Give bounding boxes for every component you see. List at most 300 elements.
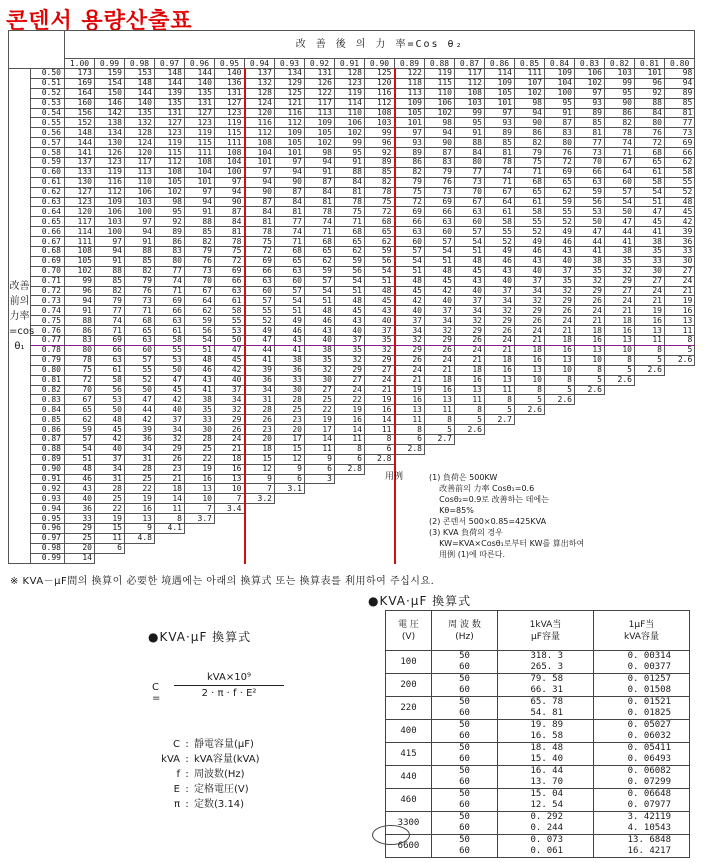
highlight-circle (372, 825, 410, 845)
table-cell: 113 (125, 167, 155, 177)
table-cell: 52 (515, 227, 545, 237)
table-cell: 16 (545, 345, 575, 355)
table-cell (575, 454, 605, 464)
table-cell: 91 (95, 256, 125, 266)
table-cell: 22 (95, 504, 125, 514)
table-cell: 123 (65, 197, 95, 207)
table-cell (245, 553, 275, 563)
table-cell: 111 (515, 69, 545, 79)
table-row (9, 533, 695, 543)
table-cell: 9 (245, 474, 275, 484)
table-cell: 114 (485, 69, 515, 79)
table-cell: 103 (365, 118, 395, 128)
table-cell: 56 (95, 385, 125, 395)
table-cell (665, 454, 695, 464)
table-cell: 14 (365, 415, 395, 425)
table-cell: 144 (125, 88, 155, 98)
table-cell: 60 (605, 177, 635, 187)
table-cell: 102 (155, 187, 185, 197)
table-cell: 75 (515, 158, 545, 168)
table-cell: 65 (545, 177, 575, 187)
table-cell: 29 (65, 523, 95, 533)
row-header: 0.68 (31, 247, 65, 257)
table-cell: 2.6 (575, 385, 605, 395)
kva-per-uf-cell: 0. 06493 (594, 754, 690, 766)
table-cell: 47 (605, 217, 635, 227)
table-cell: 11 (95, 533, 125, 543)
table-cell: 148 (65, 128, 95, 138)
table-cell: 102 (65, 266, 95, 276)
frequency-cell: 60 (432, 777, 498, 789)
table-row (9, 276, 695, 286)
table-cell: 61 (155, 326, 185, 336)
table-row (9, 543, 695, 553)
table-cell: 59 (545, 197, 575, 207)
table-cell: 127 (185, 108, 215, 118)
table-cell: 18 (605, 316, 635, 326)
table-cell (665, 444, 695, 454)
table-cell: 132 (125, 118, 155, 128)
table-cell: 78 (365, 187, 395, 197)
table-cell: 5 (575, 375, 605, 385)
table-cell: 114 (335, 98, 365, 108)
row-header: 0.71 (31, 276, 65, 286)
table-cell: 115 (185, 138, 215, 148)
kva-row (386, 766, 690, 778)
row-header: 0.77 (31, 336, 65, 346)
table-cell: 108 (65, 247, 95, 257)
table-cell: 101 (395, 118, 425, 128)
table-cell: 32 (515, 296, 545, 306)
table-cell: 27 (335, 375, 365, 385)
table-cell: 26 (395, 355, 425, 365)
table-cell: 18 (485, 355, 515, 365)
table-cell: 35 (365, 336, 395, 346)
table-cell: 129 (275, 78, 305, 88)
table-cell: 73 (185, 266, 215, 276)
kva-row (386, 823, 690, 835)
table-cell: 69 (395, 207, 425, 217)
table-cell: 44 (575, 237, 605, 247)
row-header: 0.66 (31, 227, 65, 237)
table-cell: 5 (635, 355, 665, 365)
table-cell: 56 (335, 266, 365, 276)
table-cell: 48 (365, 286, 395, 296)
table-cell: 80 (635, 118, 665, 128)
table-cell: 66 (245, 266, 275, 276)
table-cell: 130 (95, 138, 125, 148)
table-cell: 49 (245, 326, 275, 336)
row-header: 0.76 (31, 326, 65, 336)
table-cell: 51 (425, 256, 455, 266)
table-row (9, 464, 695, 474)
col-header: 0.95 (215, 59, 245, 69)
table-cell: 11 (455, 395, 485, 405)
table-cell: 13 (665, 316, 695, 326)
table-cell: 40 (95, 444, 125, 454)
table-cell: 34 (515, 286, 545, 296)
table-cell: 120 (65, 207, 95, 217)
table-cell: 13 (485, 375, 515, 385)
table-cell: 83 (425, 158, 455, 168)
legend-colon: : (185, 799, 189, 810)
row-header: 0.65 (31, 217, 65, 227)
table-cell: 79 (395, 177, 425, 187)
table-cell: 30 (305, 375, 335, 385)
table-cell: 99 (455, 108, 485, 118)
table-cell: 51 (185, 345, 215, 355)
table-cell: 6 (275, 474, 305, 484)
table-cell: 21 (215, 444, 245, 454)
table-cell: 81 (215, 227, 245, 237)
table-cell: 106 (575, 69, 605, 79)
table-cell: 135 (125, 108, 155, 118)
table-row (9, 266, 695, 276)
table-cell: 81 (485, 148, 515, 158)
table-cell: 71 (305, 227, 335, 237)
table-cell: 97 (245, 167, 275, 177)
kva-header: 1kVA当 μF容量 (498, 611, 594, 651)
table-cell: 8 (365, 434, 395, 444)
frequency-cell: 60 (432, 731, 498, 743)
table-cell (335, 514, 365, 524)
table-cell: 99 (365, 128, 395, 138)
kva-row (386, 812, 690, 824)
table-cell: 8 (395, 425, 425, 435)
table-cell (605, 504, 635, 514)
formula-lhs: C = (152, 682, 161, 704)
table-row (9, 197, 695, 207)
table-cell: 103 (125, 197, 155, 207)
table-cell: 10 (545, 365, 575, 375)
legend-symbol: π (173, 799, 180, 810)
capacitor-table (8, 30, 695, 564)
kva-row (386, 754, 690, 766)
table-cell: 75 (395, 187, 425, 197)
table-cell: 3.4 (215, 504, 245, 514)
kva-row (386, 846, 690, 858)
table-cell: 84 (305, 187, 335, 197)
legend-text: 靜電容量(μF) (194, 739, 254, 750)
table-cell (455, 444, 485, 454)
table-cell: 81 (275, 207, 305, 217)
table-cell: 21 (395, 375, 425, 385)
table-cell: 102 (305, 138, 335, 148)
table-cell: 58 (665, 167, 695, 177)
table-cell: 56 (185, 326, 215, 336)
table-cell: 33 (275, 375, 305, 385)
table-cell (365, 543, 395, 553)
table-cell: 72 (215, 256, 245, 266)
table-cell: 116 (95, 177, 125, 187)
legend-symbol: kVA (161, 754, 180, 765)
table-cell (635, 405, 665, 415)
table-cell: 112 (455, 78, 485, 88)
table-cell (635, 553, 665, 563)
table-cell: 109 (545, 69, 575, 79)
table-cell: 49 (515, 237, 545, 247)
table-cell: 97 (575, 88, 605, 98)
table-cell: 11 (395, 415, 425, 425)
table-cell: 81 (665, 108, 695, 118)
table-cell: 93 (395, 138, 425, 148)
frequency-cell: 50 (432, 674, 498, 686)
table-cell: 123 (155, 128, 185, 138)
table-cell: 66 (575, 167, 605, 177)
table-cell: 43 (305, 326, 335, 336)
table-cell: 8 (545, 375, 575, 385)
table-row (9, 78, 695, 88)
table-cell: 46 (485, 256, 515, 266)
table-cell: 47 (125, 395, 155, 405)
table-cell: 144 (185, 69, 215, 79)
table-cell: 29 (155, 444, 185, 454)
frequency-cell: 60 (432, 800, 498, 812)
table-cell: 48 (665, 197, 695, 207)
table-cell: 94 (185, 197, 215, 207)
table-cell (545, 434, 575, 444)
kva-per-uf-cell: 0. 05411 (594, 743, 690, 755)
col-header: 0.98 (125, 59, 155, 69)
table-cell: 104 (185, 167, 215, 177)
row-header: 0.62 (31, 187, 65, 197)
table-cell: 40 (335, 326, 365, 336)
table-cell: 117 (125, 158, 155, 168)
table-row (9, 514, 695, 524)
table-cell: 35 (305, 355, 335, 365)
table-cell: 86 (515, 128, 545, 138)
table-cell: 16 (605, 326, 635, 336)
table-cell: 72 (395, 197, 425, 207)
table-cell: 78 (485, 158, 515, 168)
table-cell: 36 (65, 504, 95, 514)
table-cell: 115 (425, 78, 455, 88)
table-cell: 32 (575, 276, 605, 286)
table-cell: 27 (665, 266, 695, 276)
table-cell (665, 375, 695, 385)
frequency-cell: 60 (432, 685, 498, 697)
table-cell (575, 434, 605, 444)
table-cell: 24 (215, 434, 245, 444)
table-cell: 29 (605, 276, 635, 286)
table-row (9, 177, 695, 187)
table-cell: 32 (455, 316, 485, 326)
table-cell: 72 (245, 247, 275, 257)
table-cell: 66 (395, 217, 425, 227)
kva-row (386, 731, 690, 743)
table-cell: 2.6 (455, 425, 485, 435)
table-row (9, 158, 695, 168)
table-cell: 41 (245, 355, 275, 365)
table-cell: 45 (215, 355, 245, 365)
table-cell: 72 (545, 158, 575, 168)
table-cell: 79 (425, 167, 455, 177)
table-cell: 127 (65, 187, 95, 197)
table-cell: 141 (65, 148, 95, 158)
table-cell: 51 (305, 296, 335, 306)
table-cell: 111 (185, 148, 215, 158)
table-cell (215, 523, 245, 533)
table-cell: 135 (185, 88, 215, 98)
table-cell: 47 (215, 345, 245, 355)
table-cell: 40 (65, 494, 95, 504)
table-cell: 27 (605, 286, 635, 296)
table-cell: 102 (425, 108, 455, 118)
table-cell (665, 553, 695, 563)
table-cell: 22 (335, 395, 365, 405)
row-header: 0.55 (31, 118, 65, 128)
table-cell: 57 (305, 276, 335, 286)
table-cell: 2.6 (605, 375, 635, 385)
table-cell: 102 (515, 88, 545, 98)
table-cell: 19 (395, 385, 425, 395)
table-cell: 43 (275, 336, 305, 346)
row-header: 0.72 (31, 286, 65, 296)
table-cell: 34 (485, 296, 515, 306)
table-cell: 62 (335, 247, 365, 257)
table-cell (635, 385, 665, 395)
table-cell: 112 (365, 98, 395, 108)
table-cell: 50 (155, 365, 185, 375)
table-cell: 32 (335, 355, 365, 365)
row-header: 0.98 (31, 543, 65, 553)
kva-row (386, 777, 690, 789)
table-cell (605, 464, 635, 474)
table-cell: 8 (425, 415, 455, 425)
table-cell: 154 (95, 78, 125, 88)
table-cell: 90 (215, 197, 245, 207)
table-cell: 69 (545, 167, 575, 177)
table-cell: 86 (155, 237, 185, 247)
table-cell (455, 434, 485, 444)
kva-per-uf-cell: 16. 4217 (594, 846, 690, 858)
kva-per-uf-cell: 13. 6848 (594, 835, 690, 847)
table-cell (665, 533, 695, 543)
uf-per-kva-cell: 318. 3 (498, 651, 594, 663)
table-cell (545, 444, 575, 454)
table-cell: 2.6 (635, 365, 665, 375)
table-cell (335, 484, 365, 494)
table-cell: 34 (425, 316, 455, 326)
table-cell: 43 (335, 316, 365, 326)
row-header: 0.94 (31, 504, 65, 514)
table-cell: 108 (155, 167, 185, 177)
table-cell: 16 (185, 474, 215, 484)
table-cell: 134 (95, 128, 125, 138)
table-cell: 59 (185, 316, 215, 326)
legend-row (150, 782, 259, 797)
table-cell: 36 (125, 434, 155, 444)
table-cell (635, 523, 665, 533)
table-cell: 96 (365, 138, 395, 148)
table-cell: 85 (365, 167, 395, 177)
table-cell: 126 (95, 148, 125, 158)
table-cell: 38 (305, 345, 335, 355)
table-cell: 49 (275, 316, 305, 326)
table-cell: 11 (365, 425, 395, 435)
table-cell: 105 (395, 108, 425, 118)
table-cell: 75 (215, 247, 245, 257)
table-cell: 60 (455, 217, 485, 227)
table-row (9, 494, 695, 504)
table-cell: 53 (215, 326, 245, 336)
table-cell: 87 (245, 197, 275, 207)
table-cell: 17 (305, 425, 335, 435)
table-cell: 65 (125, 326, 155, 336)
table-cell: 52 (665, 187, 695, 197)
row-header: 0.93 (31, 494, 65, 504)
table-cell: 98 (155, 197, 185, 207)
table-cell: 119 (425, 69, 455, 79)
table-cell: 7 (215, 494, 245, 504)
table-row (9, 454, 695, 464)
table-cell: 30 (275, 385, 305, 395)
row-header: 0.73 (31, 296, 65, 306)
table-cell: 19 (95, 514, 125, 524)
table-cell: 50 (125, 385, 155, 395)
table-cell (305, 514, 335, 524)
row-header: 0.99 (31, 553, 65, 563)
row-header: 0.69 (31, 256, 65, 266)
table-cell: 58 (215, 306, 245, 316)
table-cell: 43 (455, 276, 485, 286)
table-cell: 108 (185, 158, 215, 168)
voltage-cell: 400 (386, 720, 432, 743)
table-cell: 101 (485, 98, 515, 108)
table-cell: 79 (125, 276, 155, 286)
frequency-cell: 50 (432, 766, 498, 778)
col-header: 0.93 (275, 59, 305, 69)
table-cell: 36 (275, 365, 305, 375)
legend-text: 定数(3.14) (194, 799, 245, 810)
table-cell: 35 (185, 405, 215, 415)
table-cell: 58 (485, 217, 515, 227)
table-cell: 40 (365, 316, 395, 326)
col-header: 0.94 (245, 59, 275, 69)
table-cell: 99 (65, 276, 95, 286)
table-cell: 21 (635, 296, 665, 306)
table-cell: 47 (245, 336, 275, 346)
table-cell: 65 (65, 405, 95, 415)
row-header: 0.84 (31, 405, 65, 415)
table-cell: 99 (605, 78, 635, 88)
table-cell (605, 454, 635, 464)
table-cell: 2.6 (665, 355, 695, 365)
table-cell: 89 (575, 108, 605, 118)
table-cell (605, 523, 635, 533)
table-cell (545, 415, 575, 425)
table-cell: 123 (185, 118, 215, 128)
table-cell: 51 (455, 247, 485, 257)
table-cell: 73 (455, 177, 485, 187)
kva-row (386, 697, 690, 709)
table-cell: 46 (305, 316, 335, 326)
table-cell: 91 (335, 158, 365, 168)
table-cell: 25 (305, 395, 335, 405)
row-header: 0.92 (31, 484, 65, 494)
table-cell (485, 425, 515, 435)
table-cell: 25 (95, 494, 125, 504)
table-cell (335, 474, 365, 484)
table-cell: 95 (455, 118, 485, 128)
row-header: 0.59 (31, 158, 65, 168)
table-row (9, 375, 695, 385)
table-cell: 84 (455, 148, 485, 158)
frequency-cell: 60 (432, 823, 498, 835)
table-cell: 52 (125, 375, 155, 385)
table-cell: 112 (95, 187, 125, 197)
table-cell: 26 (485, 326, 515, 336)
